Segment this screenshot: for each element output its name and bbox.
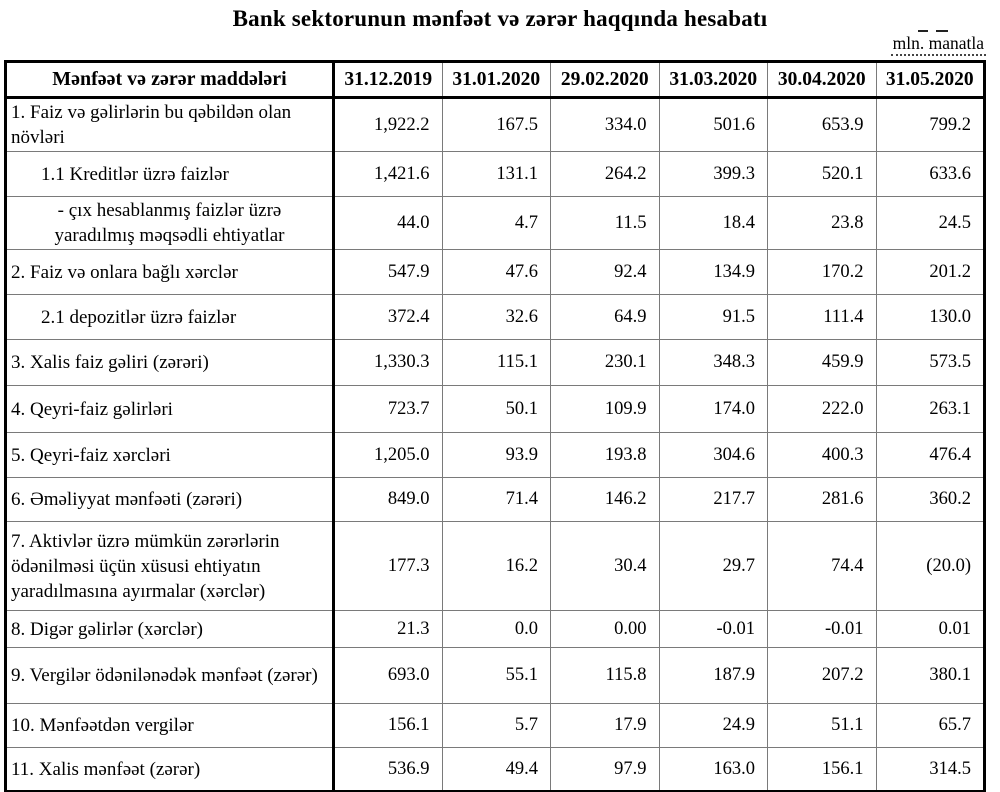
- table-row: [6, 648, 985, 704]
- cell-value: 51.1: [768, 704, 877, 748]
- cell-value: 0.01: [876, 611, 985, 648]
- cell-value: 131.1: [442, 152, 551, 197]
- cell-value: 30.4: [551, 522, 660, 611]
- row-label: 4. Qeyri-faiz gəlirləri: [6, 386, 334, 433]
- row-label: 5. Qeyri-faiz xərcləri: [6, 433, 334, 478]
- cell-value: 536.9: [334, 748, 443, 792]
- cell-value: 71.4: [442, 478, 551, 522]
- overline-dash-icon: [918, 30, 928, 32]
- row-label: 9. Vergilər ödənilənədək mənfəət (zərər): [6, 648, 334, 704]
- cell-value: 156.1: [334, 704, 443, 748]
- cell-value: 314.5: [876, 748, 985, 792]
- row-label: 7. Aktivlər üzrə mümkün zərərlərin ödənilməsi üçün xüsusi ehtiyatın yaradılmasına ayırmalar (xərclər): [6, 522, 334, 611]
- cell-value: 187.9: [659, 648, 768, 704]
- cell-value: 167.5: [442, 98, 551, 152]
- cell-value: 0.00: [551, 611, 660, 648]
- cell-value: 230.1: [551, 340, 660, 386]
- cell-value: -0.01: [768, 611, 877, 648]
- row-label: 2. Faiz və onlara bağlı xərclər: [6, 250, 334, 295]
- table-row: [6, 98, 985, 152]
- cell-value: 633.6: [876, 152, 985, 197]
- cell-value: 263.1: [876, 386, 985, 433]
- profit-loss-table: [4, 60, 986, 792]
- cell-value: 193.8: [551, 433, 660, 478]
- cell-value: 174.0: [659, 386, 768, 433]
- cell-value: 24.9: [659, 704, 768, 748]
- cell-value: 693.0: [334, 648, 443, 704]
- cell-value: 207.2: [768, 648, 877, 704]
- column-header-date: 29.02.2020: [551, 62, 660, 98]
- cell-value: 111.4: [768, 295, 877, 340]
- cell-value: 50.1: [442, 386, 551, 433]
- cell-value: 217.7: [659, 478, 768, 522]
- table-row: [6, 433, 985, 478]
- cell-value: 1,205.0: [334, 433, 443, 478]
- cell-value: 573.5: [876, 340, 985, 386]
- cell-value: 32.6: [442, 295, 551, 340]
- cell-value: 163.0: [659, 748, 768, 792]
- cell-value: 115.1: [442, 340, 551, 386]
- cell-value: 55.1: [442, 648, 551, 704]
- cell-value: 44.0: [334, 197, 443, 250]
- cell-value: 520.1: [768, 152, 877, 197]
- table-row: [6, 386, 985, 433]
- cell-value: 400.3: [768, 433, 877, 478]
- cell-value: 115.8: [551, 648, 660, 704]
- row-label: - çıx hesablanmış faizlər üzrə yaradılmış məqsədli ehtiyatlar: [6, 197, 334, 250]
- row-label: 2.1 depozitlər üzrə faizlər: [6, 295, 334, 340]
- table-row: [6, 295, 985, 340]
- table-body: [6, 98, 985, 792]
- cell-value: 201.2: [876, 250, 985, 295]
- cell-value: 360.2: [876, 478, 985, 522]
- table-row: [6, 152, 985, 197]
- cell-value: 18.4: [659, 197, 768, 250]
- column-header-date: 31.03.2020: [659, 62, 768, 98]
- cell-value: 849.0: [334, 478, 443, 522]
- cell-value: 281.6: [768, 478, 877, 522]
- cell-value: 0.0: [442, 611, 551, 648]
- table-row: [6, 522, 985, 611]
- column-header-items: Mənfəət və zərər maddələri: [6, 62, 334, 98]
- cell-value: 399.3: [659, 152, 768, 197]
- row-label: 10. Mənfəətdən vergilər: [6, 704, 334, 748]
- cell-value: 134.9: [659, 250, 768, 295]
- cell-value: 372.4: [334, 295, 443, 340]
- column-header-date: 31.01.2020: [442, 62, 551, 98]
- row-label: 3. Xalis faiz gəliri (zərəri): [6, 340, 334, 386]
- cell-value: 459.9: [768, 340, 877, 386]
- cell-value: 23.8: [768, 197, 877, 250]
- row-label: 6. Əməliyyat mənfəəti (zərəri): [6, 478, 334, 522]
- cell-value: 334.0: [551, 98, 660, 152]
- table-row: [6, 250, 985, 295]
- cell-value: 17.9: [551, 704, 660, 748]
- row-label: 1.1 Kreditlər üzrə faizlər: [6, 152, 334, 197]
- page-title: Bank sektorunun mənfəət və zərər haqqında hesabatı: [232, 6, 768, 31]
- column-header-date: 31.05.2020: [876, 62, 985, 98]
- cell-value: 1,421.6: [334, 152, 443, 197]
- row-label: 1. Faiz və gəlirlərin bu qəbildən olan növləri: [6, 98, 334, 152]
- cell-value: 65.7: [876, 704, 985, 748]
- cell-value: 547.9: [334, 250, 443, 295]
- cell-value: 11.5: [551, 197, 660, 250]
- cell-value: -0.01: [659, 611, 768, 648]
- unit-note: mln. manatla: [891, 33, 986, 56]
- cell-value: 16.2: [442, 522, 551, 611]
- unit-note-block: [891, 33, 986, 59]
- table-row: [6, 748, 985, 792]
- cell-value: 476.4: [876, 433, 985, 478]
- column-header-date: 31.12.2019: [334, 62, 443, 98]
- cell-value: 93.9: [442, 433, 551, 478]
- cell-value: 1,330.3: [334, 340, 443, 386]
- row-label: 8. Digər gəlirlər (xərclər): [6, 611, 334, 648]
- table-row: [6, 704, 985, 748]
- cell-value: 21.3: [334, 611, 443, 648]
- cell-value: 29.7: [659, 522, 768, 611]
- overline-dash-icon: [936, 30, 948, 32]
- cell-value: 348.3: [659, 340, 768, 386]
- cell-value: 49.4: [442, 748, 551, 792]
- table-header-row: [6, 62, 985, 98]
- cell-value: 74.4: [768, 522, 877, 611]
- table-row: [6, 478, 985, 522]
- cell-value: 5.7: [442, 704, 551, 748]
- cell-value: 97.9: [551, 748, 660, 792]
- cell-value: 653.9: [768, 98, 877, 152]
- cell-value: 91.5: [659, 295, 768, 340]
- cell-value: 304.6: [659, 433, 768, 478]
- cell-value: 380.1: [876, 648, 985, 704]
- cell-value: (20.0): [876, 522, 985, 611]
- cell-value: 170.2: [768, 250, 877, 295]
- cell-value: 109.9: [551, 386, 660, 433]
- cell-value: 723.7: [334, 386, 443, 433]
- cell-value: 1,922.2: [334, 98, 443, 152]
- column-header-date: 30.04.2020: [768, 62, 877, 98]
- cell-value: 24.5: [876, 197, 985, 250]
- cell-value: 177.3: [334, 522, 443, 611]
- cell-value: 146.2: [551, 478, 660, 522]
- cell-value: 47.6: [442, 250, 551, 295]
- cell-value: 501.6: [659, 98, 768, 152]
- table-row: [6, 611, 985, 648]
- cell-value: 130.0: [876, 295, 985, 340]
- cell-value: 264.2: [551, 152, 660, 197]
- table-row: [6, 340, 985, 386]
- cell-value: 222.0: [768, 386, 877, 433]
- row-label: 11. Xalis mənfəət (zərər): [6, 748, 334, 792]
- cell-value: 156.1: [768, 748, 877, 792]
- cell-value: 92.4: [551, 250, 660, 295]
- table-row: [6, 197, 985, 250]
- cell-value: 64.9: [551, 295, 660, 340]
- cell-value: 4.7: [442, 197, 551, 250]
- cell-value: 799.2: [876, 98, 985, 152]
